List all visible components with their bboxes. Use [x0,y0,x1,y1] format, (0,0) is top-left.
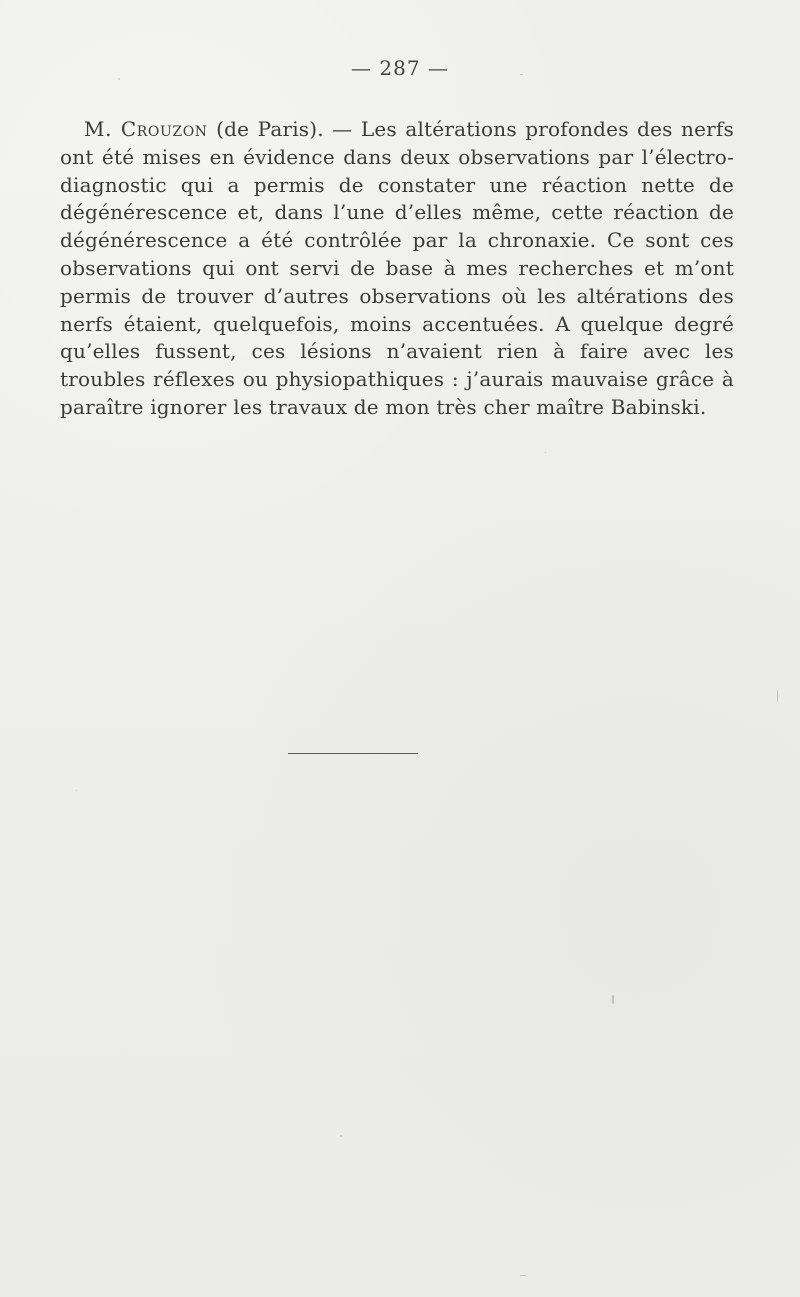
page-number: — 287 — [351,56,449,80]
paper-speck [777,690,778,702]
speaker-name: M. Crouzon [84,117,208,141]
paper-speck [76,790,77,791]
paper-speck [340,1135,342,1137]
paper-speck [118,78,120,80]
body-paragraph [60,116,734,422]
speaker-origin: (de Paris). — [207,117,361,141]
paragraph-text: Les altérations profondes des nerfs ont été mises en évidence dans deux observations par l’électro-diagnostic qui a permis de constater une réaction nette de dégénérescence et, dans l’une d’elles même, cette réaction de dégénérescence a été contrôlée par la chronaxie. Ce sont ces observations qui ont servi de base à mes recherches et m’ont permis de trouver d’autres observations où les altérations des nerfs étaient, quelquefois, moins accentuées. A quelque degré qu’elles fussent, ces lésions n’avaient rien à faire avec les troubles réflexes ou physiopathiques : j’aurais mauvaise grâce à paraître ignorer les travaux de mon très cher maître Babinski. [60,117,734,419]
paper-speck [545,452,546,453]
paper-speck [520,1275,526,1276]
paper-speck [520,74,523,75]
paper-speck [612,995,614,1004]
section-divider [288,753,418,754]
